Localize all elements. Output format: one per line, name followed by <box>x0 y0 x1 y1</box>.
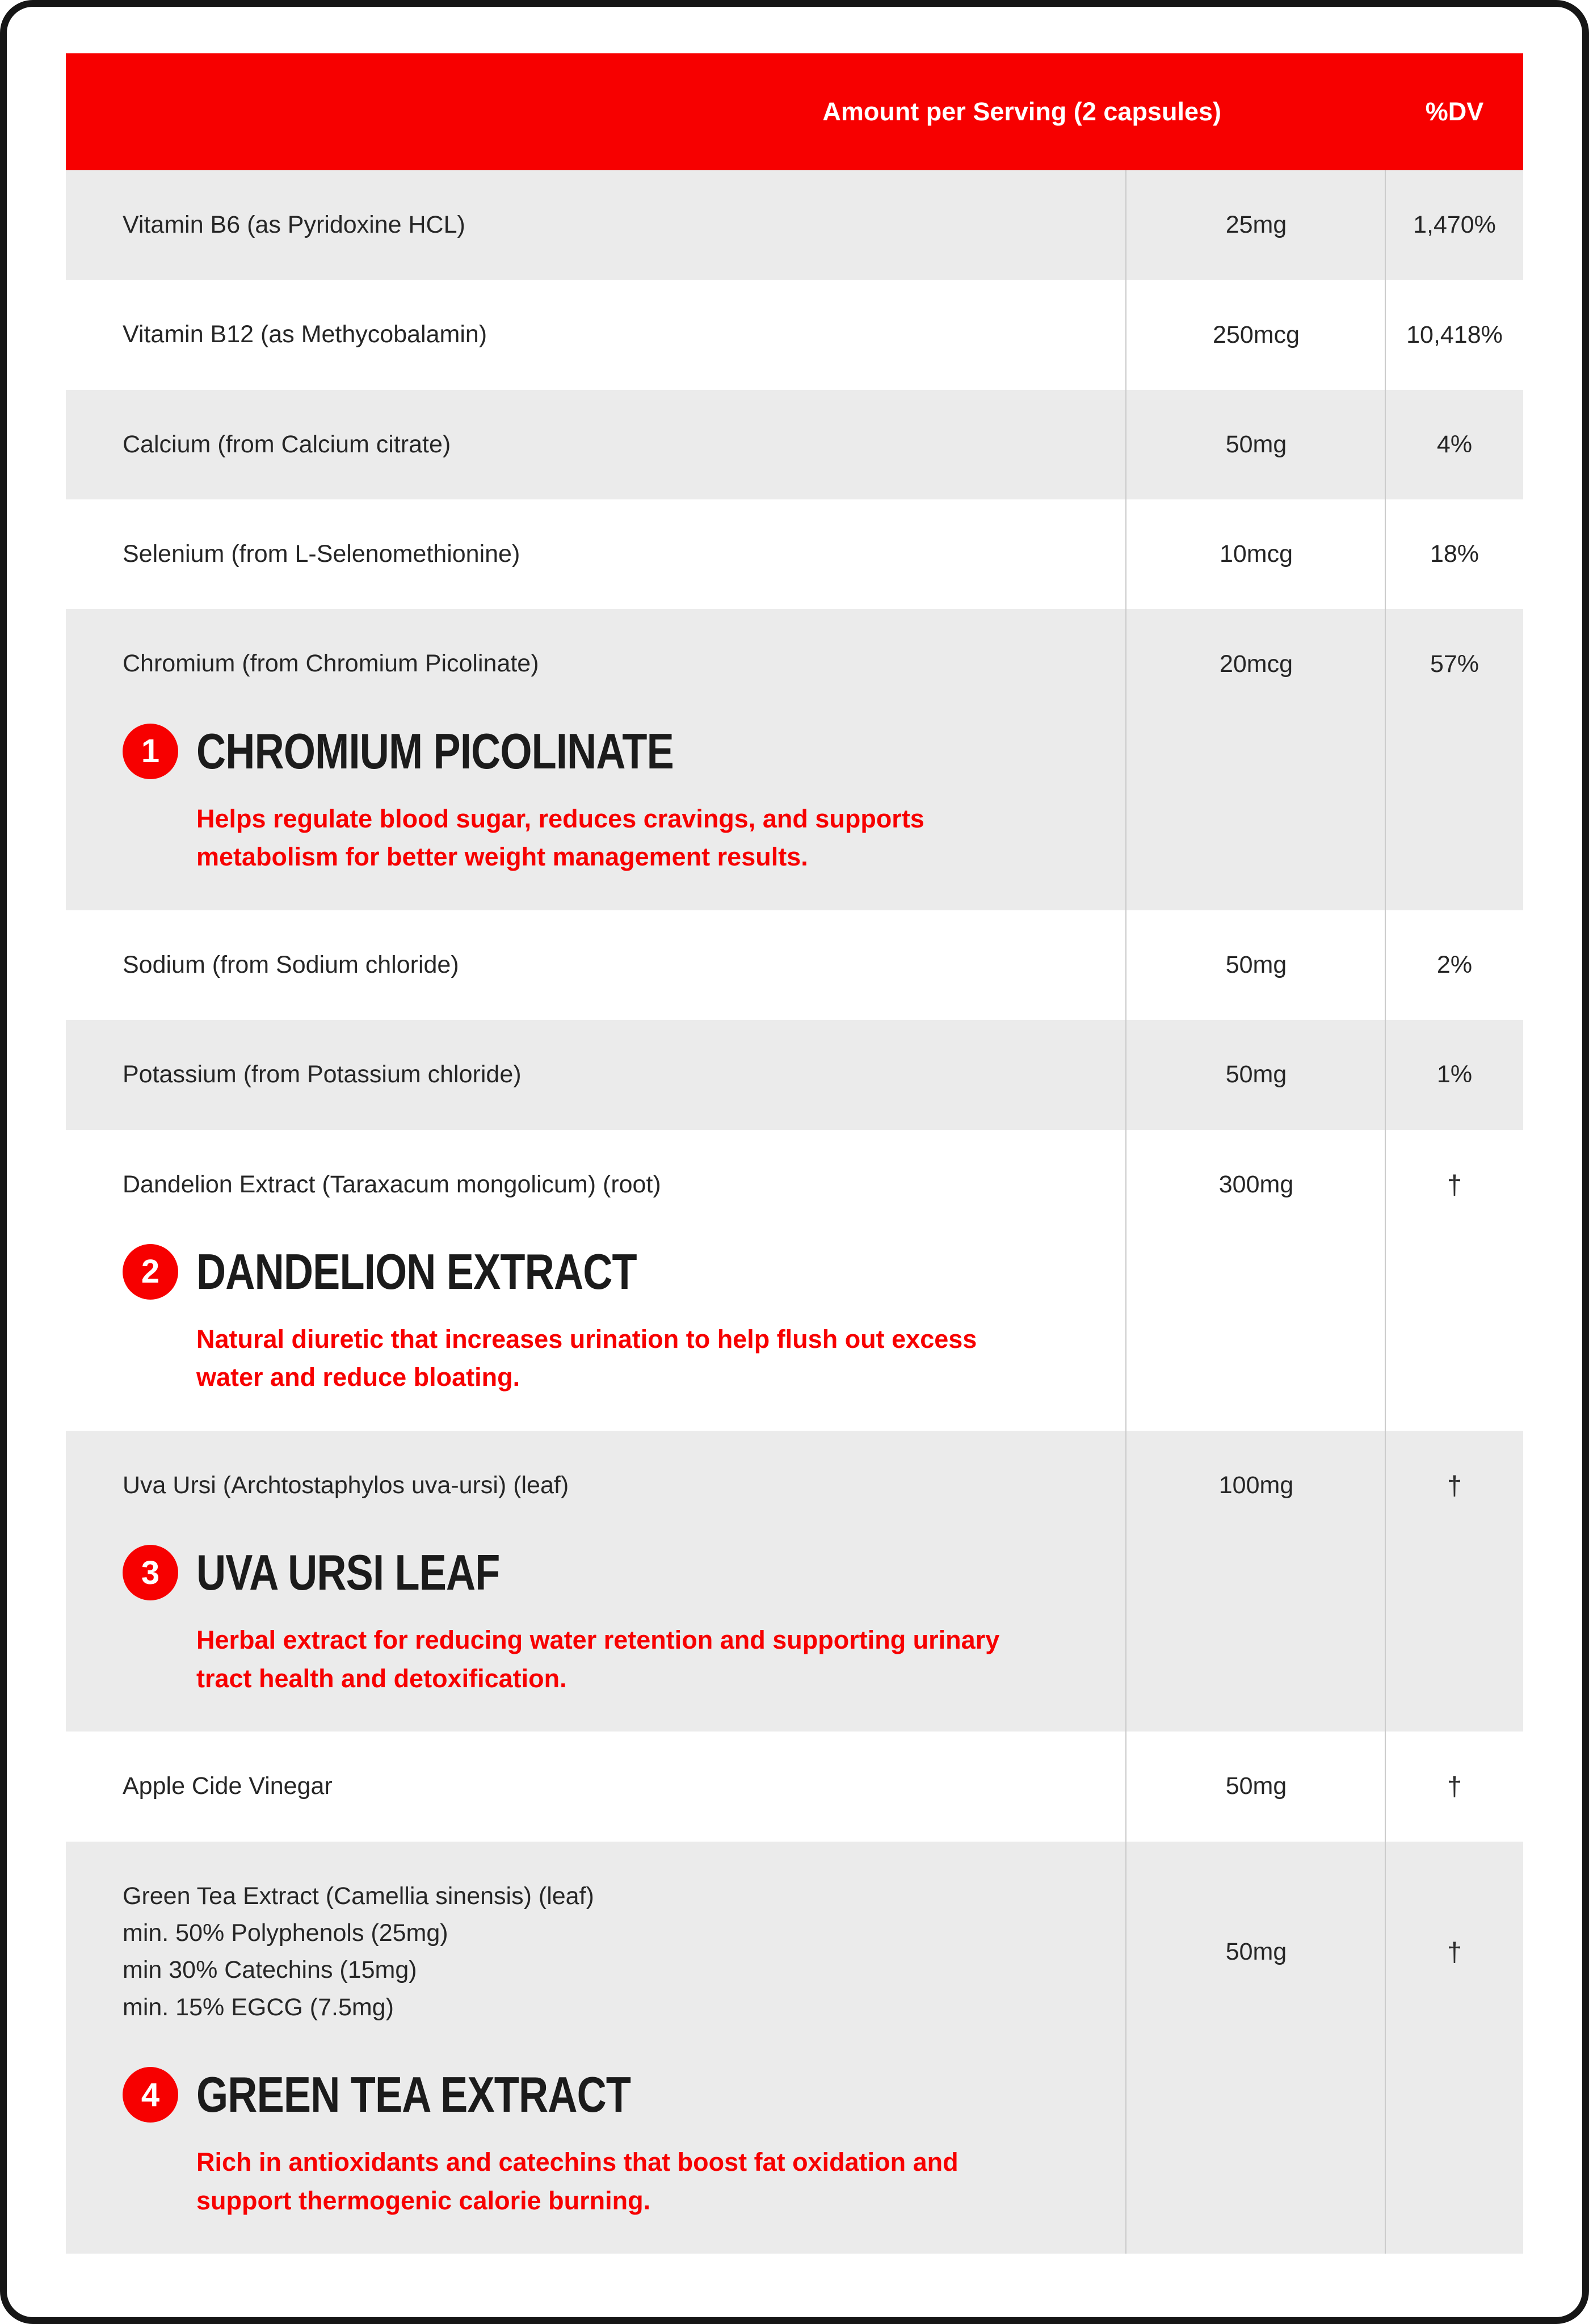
ingredient-name: Uva Ursi (Archtostaphylos uva-ursi) (leaf) <box>123 1471 569 1499</box>
amount-value: 250mcg <box>1213 321 1300 348</box>
callout-header <box>123 2066 1087 2124</box>
table-row <box>66 499 1523 609</box>
dv-value: 18% <box>1430 540 1479 568</box>
ingredient-name-line: Green Tea Extract (Camellia sinensis) (leaf) <box>123 1882 594 1910</box>
amount-value: 10mcg <box>1219 540 1293 568</box>
callout-title: DANDELION EXTRACT <box>196 1243 637 1300</box>
dagger-symbol: † <box>1447 1169 1462 1200</box>
amount-value: 50mg <box>1225 1772 1287 1800</box>
amount-value: 50mg <box>1225 1938 1287 1965</box>
amount-value: 50mg <box>1225 1061 1287 1089</box>
table-row <box>66 280 1523 389</box>
amount-value: 50mg <box>1225 430 1287 458</box>
ingredient-callout <box>66 2062 1126 2254</box>
callout-description: Rich in antioxidants and catechins that boost fat oxidation and support thermogenic calorie burning. <box>196 2148 959 2215</box>
dv-value: 10,418% <box>1406 321 1503 348</box>
supplement-facts-table <box>66 53 1523 2254</box>
dv-value: 1,470% <box>1413 211 1496 239</box>
ingredient-name: Dandelion Extract (Taraxacum mongolicum) (root) <box>123 1170 661 1198</box>
number-badge: 2 <box>123 1244 178 1300</box>
callout-description: Herbal extract for reducing water retention and supporting urinary tract health and detoxification. <box>196 1625 1000 1693</box>
callout-description: Helps regulate blood sugar, reduces cravings, and supports metabolism for better weight management results. <box>196 804 924 872</box>
table-row <box>66 1020 1523 1129</box>
ingredient-name: Chromium (from Chromium Picolinate) <box>123 650 539 678</box>
callout-title: GREEN TEA EXTRACT <box>196 2066 631 2123</box>
table-row <box>66 170 1523 280</box>
percent-dv-header: %DV <box>1425 97 1484 126</box>
dv-value: 2% <box>1436 951 1473 978</box>
table-row <box>66 1732 1523 1841</box>
dv-value: 57% <box>1430 650 1479 678</box>
ingredient-callout <box>66 1239 1126 1431</box>
ingredient-name: Sodium (from Sodium chloride) <box>123 951 459 978</box>
table-body <box>66 170 1523 2254</box>
ingredient-name-line: min. 50% Polyphenols (25mg) <box>123 1919 448 1947</box>
number-badge: 4 <box>123 2067 178 2123</box>
dagger-symbol: † <box>1447 1936 1462 1967</box>
dagger-symbol: † <box>1447 1771 1462 1802</box>
table-row <box>66 1842 1523 2254</box>
amount-value: 300mg <box>1218 1170 1294 1198</box>
table-header <box>66 53 1523 170</box>
table-row <box>66 390 1523 499</box>
amount-value: 100mg <box>1218 1472 1294 1499</box>
ingredient-name <box>66 1842 1126 2062</box>
callout-header <box>123 722 1087 780</box>
callout-title: CHROMIUM PICOLINATE <box>196 722 674 779</box>
table-row <box>66 1431 1523 1732</box>
amount-value: 50mg <box>1225 951 1287 978</box>
ingredient-name: Vitamin B12 (as Methycobalamin) <box>123 321 487 348</box>
ingredient-name: Apple Cide Vinegar <box>123 1772 333 1800</box>
ingredient-name: Potassium (from Potassium chloride) <box>123 1061 522 1089</box>
table-row <box>66 1130 1523 1431</box>
callout-header <box>123 1544 1087 1602</box>
amount-value: 25mg <box>1225 211 1287 239</box>
ingredient-callout <box>66 719 1126 910</box>
ingredient-name: Selenium (from L-Selenomethionine) <box>123 540 520 568</box>
ingredient-name: Calcium (from Calcium citrate) <box>123 430 451 458</box>
amount-per-serving-header: Amount per Serving (2 capsules) <box>822 97 1221 126</box>
column-divider-amount <box>1125 170 1126 2254</box>
table-row <box>66 609 1523 910</box>
column-divider-dv <box>1385 170 1386 2254</box>
ingredient-name-line: min. 15% EGCG (7.5mg) <box>123 1993 394 2021</box>
ingredient-callout <box>66 1540 1126 1732</box>
callout-description: Natural diuretic that increases urination to help flush out excess water and reduce bloating. <box>196 1324 977 1392</box>
callout-title: UVA URSI LEAF <box>196 1544 500 1601</box>
ingredient-name-line: min 30% Catechins (15mg) <box>123 1956 417 1984</box>
number-badge: 1 <box>123 724 178 779</box>
number-badge: 3 <box>123 1545 178 1600</box>
table-row <box>66 910 1523 1020</box>
dv-value: 1% <box>1436 1061 1473 1089</box>
callout-header <box>123 1243 1087 1301</box>
dv-value: 4% <box>1436 430 1473 458</box>
dagger-symbol: † <box>1447 1470 1462 1501</box>
ingredient-name: Vitamin B6 (as Pyridoxine HCL) <box>123 211 465 238</box>
amount-value: 20mcg <box>1219 650 1293 678</box>
